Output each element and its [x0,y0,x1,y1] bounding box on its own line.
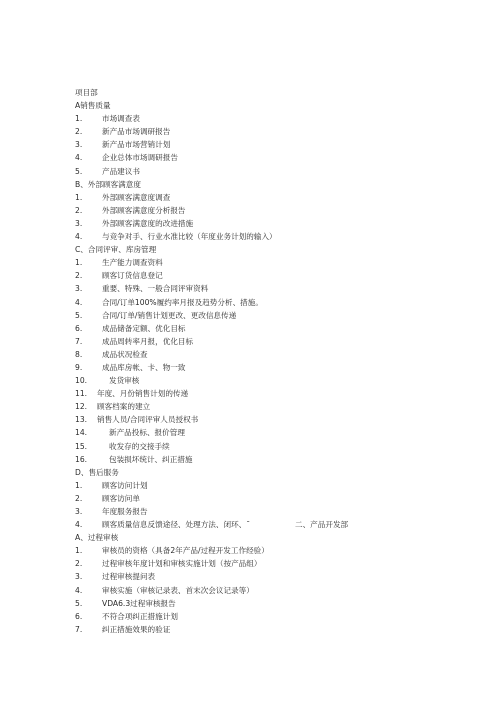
item-text: 年度服务报告 [102,507,148,516]
list-item [75,151,375,164]
list-item [75,544,375,557]
list-item [75,217,375,230]
item-number: 1. [75,192,83,202]
list-item [75,505,375,518]
list-item [75,623,375,636]
item-text: 新产品市场营销计划 [102,140,171,150]
item-text: 过程审核年度计划和审核实施计划（按产品组） [102,559,262,569]
item-number: 15. [75,441,88,451]
list-item [75,453,375,466]
list-item [75,204,375,217]
item-number: 1. [75,480,83,490]
list-item [75,492,375,505]
item-number: 11. [75,389,88,399]
list-item [75,413,375,426]
list-item [75,282,375,295]
section-heading: B、外部顾客满意度 [75,179,141,189]
list-item [75,309,375,322]
item-text: 产品建议书 [102,166,140,176]
item-text: 成品状况检查 [102,349,148,359]
item-number: 5. [75,166,83,176]
section-heading-product-dev: 二、产品开发部 [295,520,349,529]
item-text: VDA6.3过程审核报告 [102,598,176,608]
section-heading: C、合同评审、库房管理 [75,245,157,255]
item-text: 顾客档案的建立 [97,402,151,412]
list-item [75,387,375,400]
item-text: 生产能力调查资料 [102,258,163,268]
item-text: 外部顾客满意度分析报告 [102,205,186,215]
item-text: 审核实施（审核记录表、首末次会议记录等） [102,585,254,595]
item-number: 4. [75,585,83,595]
item-text: 纠正措施效果的验证 [102,624,171,634]
item-text: 收发存的交接手续 [109,441,170,451]
list-item [75,112,375,125]
item-number: 6. [75,611,83,621]
item-number: 3. [75,507,83,516]
list-item [75,610,375,623]
item-text: 合同/订单100%履约率月报及趋势分析、措施。 [102,297,263,307]
item-number: 3. [75,140,83,150]
list-item [75,296,375,309]
item-text: 顾客访问计划 [102,480,148,490]
item-number: 3. [75,572,83,582]
item-number: 2. [75,127,83,137]
item-text: 企业总体市场调研报告 [102,153,178,163]
item-number: 4. [75,153,83,163]
item-text: 外部顾客满意度调查 [102,192,171,202]
section-heading: D、售后服务 [75,467,119,477]
item-number: 1. [75,114,83,124]
item-number: 4. [75,520,83,530]
item-number: 4. [75,232,83,242]
list-item [75,570,375,583]
list-item [75,322,375,335]
item-text: 销售人员/合同评审人员授权书 [97,415,199,425]
list-item [75,440,375,453]
item-text: 审核员的资格（具备2年产品/过程开发工作经验） [102,546,269,556]
list-item [75,374,375,387]
item-text: 与竞争对手、行业水准比较（年度业务计划的输入） [102,232,277,242]
item-text: 过程审核提问表 [102,572,156,582]
item-text: 发货审核 [109,376,140,386]
section-heading: A销售质量 [75,101,111,111]
item-number: 5. [75,310,83,320]
item-number: 5. [75,598,83,608]
item-number: 6. [75,323,83,333]
list-item [75,191,375,204]
item-number: 4. [75,297,83,307]
list-item [75,361,375,374]
item-number: 1. [75,258,83,268]
item-text: 顾客订货信息登记 [102,271,163,281]
item-text: 合同/订单/销售计划更改、更改信息传递 [102,310,237,320]
item-number: 14. [75,428,88,438]
item-number: 2. [75,271,83,281]
item-text: 成品库房帐、卡、物一致 [102,362,186,372]
item-text: 顾客访问单 [102,493,140,503]
list-item [75,557,375,570]
list-item [75,479,375,492]
item-text: 重要、特殊、一般合同评审资料 [102,284,209,294]
list-item [75,138,375,151]
item-number: 9. [75,362,83,372]
list-item [75,269,375,282]
item-text: 年度、月份销售计划的传递 [97,389,189,399]
item-number: 13. [75,415,88,425]
item-text: 不符合项纠正措施计划 [102,611,178,621]
item-number: 2. [75,493,83,503]
section-heading: A、过程审核 [75,533,119,543]
list-item [75,256,375,269]
item-number: 7. [75,624,83,634]
list-item [75,597,375,610]
item-number: 2. [75,205,83,215]
list-item [75,400,375,413]
item-number: 12. [75,402,88,412]
document-body [75,86,375,636]
item-text: 市场调查表 [102,114,140,124]
list-item [75,584,375,597]
item-text: 新产品市场调研报告 [102,127,171,137]
item-number: 2. [75,559,83,569]
item-number: 3. [75,284,83,294]
list-item [75,335,375,348]
list-item [75,125,375,138]
item-text: 新产品投标、报价管理 [109,428,185,438]
item-text: 包装损坏统计、纠正措施 [109,454,193,464]
item-text: 顾客质量信息反馈途径、处理方法、闭环、ˉ [102,520,251,530]
page-title: 项目部 [75,88,98,97]
item-number: 8. [75,349,83,359]
item-text: 成品储备定额、优化目标 [102,323,186,333]
item-text: 成品周转率月报，优化目标 [102,336,194,346]
list-item [75,426,375,439]
item-number: 10. [75,376,88,386]
list-item [75,348,375,361]
list-item [75,230,375,243]
item-number: 16. [75,454,88,464]
list-item [75,165,375,178]
item-number: 7. [75,336,83,346]
item-number: 1. [75,546,83,556]
item-number: 3. [75,218,83,228]
item-text: 外部顾客满意度的改进措施 [102,218,194,228]
